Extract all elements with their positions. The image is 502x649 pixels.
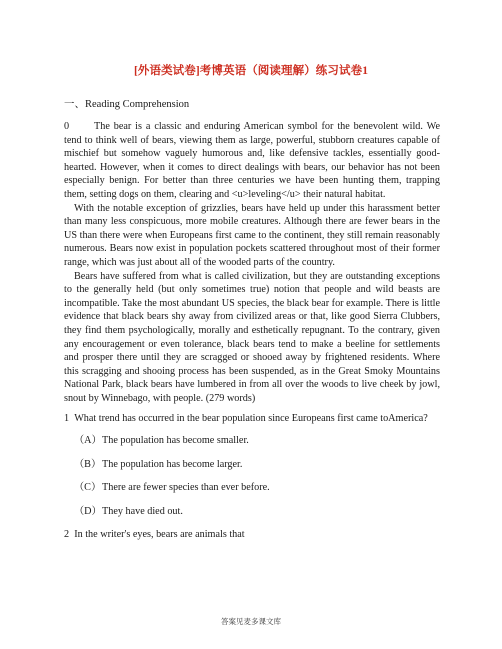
option-letter: （B） (74, 458, 102, 470)
option-text: There are fewer species than ever before. (102, 482, 270, 493)
question-list (64, 412, 440, 550)
option-letter: （C） (74, 482, 102, 493)
question-number: 2 (64, 529, 70, 540)
answer-option[interactable] (74, 458, 440, 482)
question-stem (64, 528, 440, 550)
answer-option[interactable] (74, 505, 440, 529)
question-item (64, 412, 440, 528)
question-item (64, 528, 440, 550)
passage-paragraph: With the notable exception of grizzlies, bears have held up under this harassment better than many less conspicuous, more mobile creatures. Although there are fewer bears in the US than there were when Europeans first came to the continent, they still remain reasonably numerous. Bears now exist in population pockets scattered throughout most of their former range, which was just about all of the wooded parts of the country. (64, 202, 440, 268)
answer-option[interactable] (74, 481, 440, 505)
option-letter: （D） (74, 505, 102, 517)
question-stem (64, 412, 440, 434)
question-number: 1 (64, 413, 70, 424)
question-text: In the writer's eyes, bears are animals that (74, 529, 245, 540)
answer-option[interactable] (74, 434, 440, 458)
option-text: The population has become larger. (102, 458, 243, 470)
passage-paragraph: Bears have suffered from what is called civilization, but they are outstanding exceptions to the generally held (but only sometimes true) notion that people and wild beasts are incompatible. Take the most abundant US species, the black bear for example. There is little evidence that black bears shy away from civilized areas or that, like good Sierra Clubbers, they find them psychologically, morally and esthetically repugnant. To the contrary, given any encouragement or even tolerance, black bears tend to make a beeline for settlements and prosper there until they are scragged or shooed away by frightened residents. Where this scragging and shooing process has been suspended, as in the Great Smoky Mountains National Park, black bears have lumbered in from all over the woods to live cheek by jowl, snout by Winnebago, with people. (279 words) (64, 270, 440, 404)
option-text: The population has become smaller. (102, 435, 249, 446)
option-letter: （A） (74, 435, 102, 446)
question-text: What trend has occurred in the bear population since Europeans first came toAmerica? (74, 413, 428, 424)
section-heading: 一、Reading Comprehension (64, 99, 190, 110)
reading-passage (64, 120, 440, 405)
option-text: They have died out. (102, 505, 183, 517)
passage-paragraph (64, 120, 440, 202)
page-footer: 答案见麦多课文库 (221, 617, 281, 626)
page-title: [外语类试卷]考博英语（阅读理解）练习试卷1 (133, 65, 369, 77)
paragraph-text: The bear is a classic and enduring American symbol for the benevolent wild. We tend to think well of bears, viewing them as large, powerful, stubborn creatures capable of mischief but somehow vaguely humorous and, like defensive tackles, essentially good-hearted. However, when it comes to direct dealings with bears, our behavior has not been especially benign. For better than three centuries we have been hunting them, trapping them, setting dogs on them, clearing and <u>leveling</u> their natural habitat. (64, 121, 440, 200)
passage-number: 0 (64, 121, 70, 132)
